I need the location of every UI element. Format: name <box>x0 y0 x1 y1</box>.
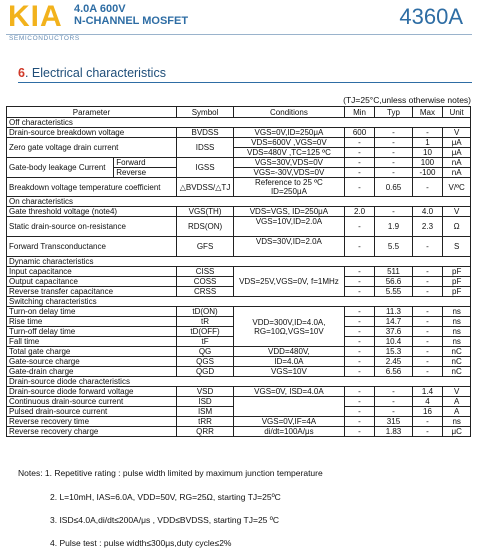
note-2: 2. L=10mH, IAS=6.0A, VDD=50V, RG=25Ω, starting TJ=25ºC <box>50 492 281 502</box>
group-row: Drain-source diode characteristics <box>7 377 471 387</box>
header-rating: 4.0A 600V <box>74 3 126 15</box>
table-row: Forward Transconductance GFS VDS=30V,ID=2.0A - 5.5 - S <box>7 237 471 257</box>
table-row: Fall time tF - 10.4 - ns <box>7 337 471 347</box>
section-heading <box>18 66 166 80</box>
group-row: Dynamic characteristics <box>7 257 471 267</box>
table-row: Turn-off delay time tD(OFF) - 37.6 - ns <box>7 327 471 337</box>
part-number: 4360A <box>399 4 463 29</box>
table-row: Output capacitance COSS - 56.6 - pF <box>7 277 471 287</box>
table-row: Reverse VGS=-30V,VDS=0V - - -100 nA <box>7 168 471 178</box>
table-row: Turn-on delay time tD(ON) VDD=300V,ID=4.0A, RG=10Ω,VGS=10V - 11.3 - ns <box>7 307 471 317</box>
col-parameter: Parameter <box>7 107 177 118</box>
table-row: Drain-source diode forward voltage VSD VGS=0V, ISD=4.0A - - 1.4 V <box>7 387 471 397</box>
page-header <box>0 0 477 50</box>
table-row: Total gate charge QG VDD=480V, - 15.3 - nC <box>7 347 471 357</box>
note-3: 3. ISD≤4.0A,di/dt≤200A/μs , VDD≤BVDSS, starting TJ=25 ºC <box>50 515 280 525</box>
header-divider <box>6 34 472 35</box>
note-4: 4. Pulse test : pulse width≤300μs,duty cycle≤2% <box>50 538 232 548</box>
kia-logo: KIA <box>8 0 63 33</box>
col-min: Min <box>344 107 375 118</box>
group-row: Off characteristics <box>7 118 471 128</box>
table-row: Input capacitance CISS VDS=25V,VGS=0V, f=1MHz - 511 - pF <box>7 267 471 277</box>
table-row: Drain-source breakdown voltage BVDSS VGS=0V,ID=250μA 600 - - V <box>7 128 471 138</box>
section-title: . Electrical characteristics <box>24 66 166 80</box>
col-symbol: Symbol <box>176 107 233 118</box>
note-1: Notes: 1. Repetitive rating : pulse width limited by maximum junction temperature <box>18 468 323 478</box>
table-row: Gate threshold voltage (note4) VGS(TH) VDS=VGS, ID=250μA 2.0 - 4.0 V <box>7 207 471 217</box>
table-row: Static drain-source on-resistance RDS(ON) VGS=10V,ID=2.0A - 1.9 2.3 Ω <box>7 217 471 237</box>
table-row: Continuous drain-source current ISD - - 4 A <box>7 397 471 407</box>
table-row: Rise time tR - 14.7 - ns <box>7 317 471 327</box>
table-row: Gate-source charge QGS ID=4.0A - 2.45 - nC <box>7 357 471 367</box>
col-unit: Unit <box>443 107 471 118</box>
condition-note: (TJ=25°C,unless otherwise notes) <box>343 95 471 105</box>
col-typ: Typ <box>375 107 412 118</box>
table-row: Breakdown voltage temperature coefficient △BVDSS/△TJ Reference to 25 ºC ID=250μA - 0.65 - V/ºC <box>7 178 471 197</box>
table-row: Pulsed drain-source current ISM - - 16 A <box>7 407 471 417</box>
header-device-type: N-CHANNEL MOSFET <box>74 15 189 27</box>
table-row: VDS=480V ,TC=125 ºC - - 10 μA <box>7 148 471 158</box>
table-row: Reverse recovery time tRR VGS=0V,IF=4A - 315 - ns <box>7 417 471 427</box>
electrical-characteristics-table <box>6 106 471 437</box>
section-divider <box>18 82 472 83</box>
section-number: 6 <box>18 66 25 80</box>
table-header-row <box>7 107 471 118</box>
table-row: Gate-drain charge QGD VGS=10V - 6.56 - nC <box>7 367 471 377</box>
group-row: On characteristics <box>7 197 471 207</box>
col-max: Max <box>412 107 443 118</box>
logo-subtitle: SEMICONDUCTORS <box>9 35 80 42</box>
table-row: Reverse transfer capacitance CRSS - 5.55 - pF <box>7 287 471 297</box>
table-row: Zero gate voltage drain current IDSS VDS=600V ,VGS=0V - - 1 μA <box>7 138 471 148</box>
table-row: Reverse recovery charge QRR di/dt=100A/μs - 1.83 - μC <box>7 427 471 437</box>
col-conditions: Conditions <box>234 107 344 118</box>
group-row: Switching characteristics <box>7 297 471 307</box>
table-row: Gate-body leakage Current Forward IGSS VGS=30V,VDS=0V - - 100 nA <box>7 158 471 168</box>
